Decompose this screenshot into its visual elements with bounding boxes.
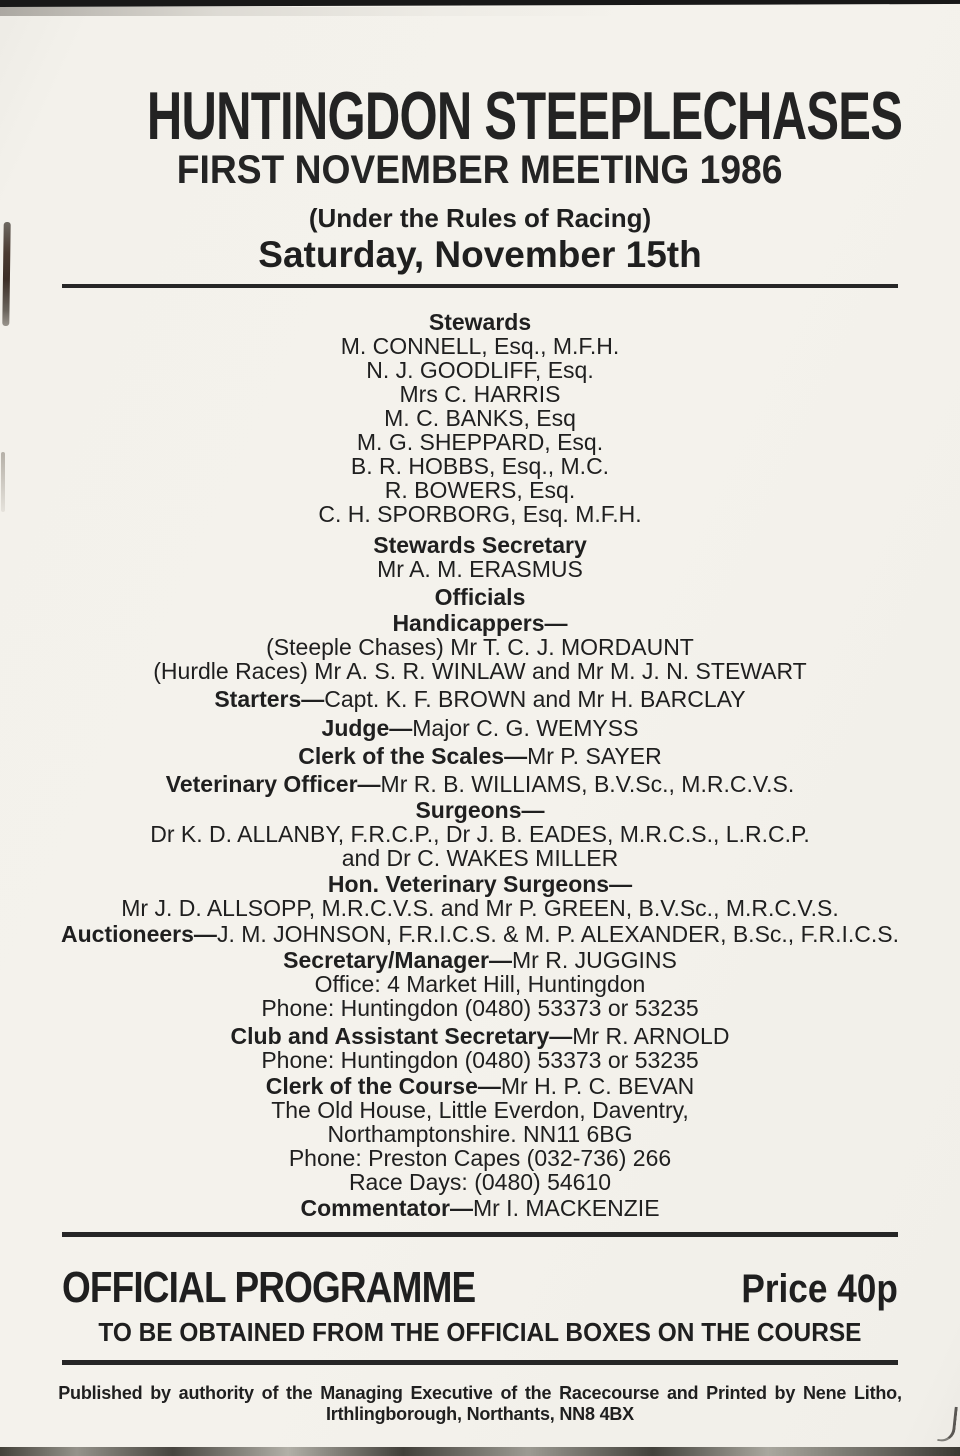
surgeons-label-line bbox=[0, 798, 960, 822]
page-subtitle bbox=[0, 150, 960, 190]
judge-label: Judge— bbox=[321, 715, 413, 741]
clerk-of-scales-line bbox=[0, 744, 960, 768]
commentator-line bbox=[0, 1196, 960, 1220]
veterinary-officer-name: Mr R. B. WILLIAMS, B.V.Sc., M.R.C.V.S. bbox=[380, 771, 795, 797]
surgeons-names-1: Dr K. D. ALLANBY, F.R.C.P., Dr J. B. EADES, M.R.C.S., L.R.C.P. bbox=[150, 821, 810, 847]
rules-of-racing-line: (Under the Rules of Racing) bbox=[308, 203, 652, 233]
stewards-secretary-name: Mr A. M. ERASMUS bbox=[377, 556, 583, 582]
judge-line bbox=[0, 716, 960, 740]
clerk-of-scales-name: Mr P. SAYER bbox=[527, 743, 662, 769]
programme-title-row bbox=[0, 1263, 960, 1313]
steward-name: B. R. HOBBS, Esq., M.C. bbox=[350, 453, 610, 479]
judge-name: Major C. G. WEMYSS bbox=[412, 715, 639, 741]
price-label-text: Price 40p bbox=[741, 1267, 898, 1311]
official-programme-title bbox=[62, 1263, 554, 1313]
header-divider-rule bbox=[62, 284, 898, 288]
footer-bottom-rule bbox=[62, 1360, 898, 1365]
stewards-heading: Stewards bbox=[428, 309, 532, 335]
clerk-of-course-address-1: The Old House, Little Everdon, Daventry, bbox=[271, 1097, 689, 1123]
commentator-name: Mr I. MACKENZIE bbox=[472, 1195, 660, 1221]
handicappers-hurdles: (Hurdle Races) Mr A. S. R. WINLAW and Mr M. J. N. STEWART bbox=[153, 658, 807, 684]
veterinary-officer-label: Veterinary Officer— bbox=[165, 771, 381, 797]
steward-name: M. CONNELL, Esq., M.F.H. bbox=[340, 333, 620, 359]
secretary-manager-line bbox=[0, 948, 960, 972]
header bbox=[0, 78, 960, 275]
commentator-label: Commentator— bbox=[300, 1195, 473, 1221]
starters-label: Starters— bbox=[214, 686, 325, 712]
publisher-imprint-line-2: Irthlingborough, Northants, NN8 4BX bbox=[326, 1404, 634, 1424]
surgeons-label: Surgeons— bbox=[415, 797, 545, 823]
steward-name: M. G. SHEPPARD, Esq. bbox=[356, 429, 604, 455]
obtain-instruction-line bbox=[0, 1319, 960, 1346]
veterinary-officer-line bbox=[0, 772, 960, 796]
page-title-text: HUNTINGDON STEEPLECHASES bbox=[146, 78, 903, 154]
steward-name: M. C. BANKS, Esq bbox=[384, 405, 576, 431]
clerk-of-course-phone: Phone: Preston Capes (032-736) 266 bbox=[288, 1145, 672, 1171]
stewards-section bbox=[0, 310, 960, 581]
hon-veterinary-surgeons-names: Mr J. D. ALLSOPP, M.R.C.V.S. and Mr P. GREEN, B.V.Sc., M.R.C.V.S. bbox=[121, 895, 839, 921]
clerk-of-course-address-2: Northamptonshire. NN11 6BG bbox=[327, 1121, 633, 1147]
price-label bbox=[720, 1267, 898, 1312]
secretary-manager-name: Mr R. JUGGINS bbox=[512, 947, 677, 973]
handicappers-steeplechases: (Steeple Chases) Mr T. C. J. MORDAUNT bbox=[266, 634, 694, 660]
page-subtitle-text: FIRST NOVEMBER MEETING 1986 bbox=[177, 148, 783, 192]
steward-name: N. J. GOODLIFF, Esq. bbox=[366, 357, 594, 383]
hon-veterinary-surgeons-label-line bbox=[0, 872, 960, 896]
officials-section bbox=[0, 585, 960, 1220]
club-secretary-phone: Phone: Huntingdon (0480) 53373 or 53235 bbox=[261, 1047, 699, 1073]
starters-names: Capt. K. F. BROWN and Mr H. BARCLAY bbox=[324, 686, 746, 712]
club-secretary-line bbox=[0, 1024, 960, 1048]
secretary-manager-label: Secretary/Manager— bbox=[283, 947, 512, 973]
handicappers-label-text: Handicappers— bbox=[392, 610, 568, 636]
clerk-of-course-label: Clerk of the Course— bbox=[265, 1073, 501, 1099]
auctioneers-label: Auctioneers— bbox=[61, 921, 217, 947]
page-title bbox=[0, 78, 960, 154]
clerk-of-scales-label: Clerk of the Scales— bbox=[298, 743, 528, 769]
publisher-imprint bbox=[40, 1383, 920, 1425]
auctioneers-names: J. M. JOHNSON, F.R.I.C.S. & M. P. ALEXANDER, B.Sc., F.R.I.C.S. bbox=[216, 921, 899, 947]
meeting-date-line: Saturday, November 15th bbox=[258, 234, 702, 275]
clerk-of-course-name: Mr H. P. C. BEVAN bbox=[500, 1073, 695, 1099]
clerk-of-course-racedays-phone: Race Days: (0480) 54610 bbox=[348, 1169, 612, 1195]
clerk-of-course-line bbox=[0, 1074, 960, 1098]
steward-name: Mrs C. HARRIS bbox=[399, 381, 561, 407]
surgeons-names-2: and Dr C. WAKES MILLER bbox=[341, 845, 619, 871]
auctioneers-line bbox=[0, 922, 960, 946]
secretary-office-address: Office: 4 Market Hill, Huntingdon bbox=[314, 971, 646, 997]
programme-footer bbox=[0, 1263, 960, 1346]
stewards-secretary-heading: Stewards Secretary bbox=[373, 532, 587, 558]
obtain-instruction-text: TO BE OBTAINED FROM THE OFFICIAL BOXES ON THE COURSE bbox=[98, 1317, 862, 1347]
steward-name: R. BOWERS, Esq. bbox=[384, 477, 576, 503]
club-secretary-label: Club and Assistant Secretary— bbox=[230, 1023, 573, 1049]
officials-heading: Officials bbox=[434, 584, 526, 610]
starters-line bbox=[0, 687, 960, 711]
hon-veterinary-surgeons-label: Hon. Veterinary Surgeons— bbox=[327, 871, 633, 897]
official-programme-title-text: OFFICIAL PROGRAMME bbox=[62, 1263, 476, 1312]
secretary-phone: Phone: Huntingdon (0480) 53373 or 53235 bbox=[261, 995, 699, 1021]
publisher-imprint-line-1: Published by authority of the Managing Executive of the Racecourse and Printed by Nene Litho, bbox=[58, 1383, 902, 1403]
footer-top-rule bbox=[62, 1232, 898, 1237]
handicappers-label bbox=[0, 611, 960, 635]
scan-bottom-edge bbox=[0, 1447, 960, 1456]
steward-name: C. H. SPORBORG, Esq. M.F.H. bbox=[318, 501, 642, 527]
club-secretary-name: Mr R. ARNOLD bbox=[572, 1023, 730, 1049]
